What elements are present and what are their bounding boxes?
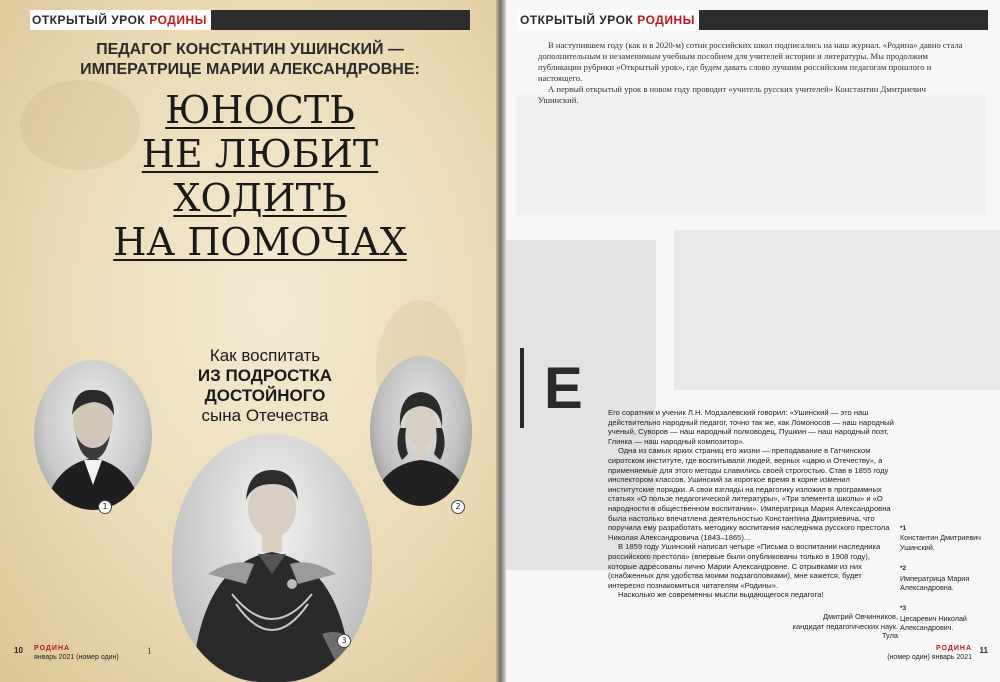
portrait-ushinsky [34, 360, 152, 510]
portrait-maria-alexandrovna [370, 356, 472, 506]
page-number: 10 [14, 646, 23, 655]
caption-item: *1 Константин Дмитриевич Ушинский. [900, 525, 981, 552]
show-through-text-area [516, 95, 986, 215]
small-mark: 1 [147, 646, 152, 656]
rubric-bar [211, 10, 470, 30]
figure-captions [900, 524, 990, 645]
caption-item: *2 Императрица Мария Александровна. [900, 565, 970, 593]
dropcap-letter: Е [544, 356, 583, 421]
rubric-accent: РОДИНЫ [637, 13, 695, 27]
article-headline: ЮНОСТЬ НЕ ЛЮБИТ ХОДИТЬ НА ПОМОЧАХ [113, 88, 407, 264]
caption-item: *3 Цесаревич Николай Александрович. [900, 605, 967, 633]
rubric-header-left [30, 10, 470, 30]
left-page [0, 0, 496, 682]
article-lead: Как воспитать ИЗ ПОДРОСТКА ДОСТОЙНОГО сына Отечества [197, 346, 333, 425]
rubric-accent: РОДИНЫ [149, 13, 207, 27]
magazine-name: РОДИНА [34, 645, 71, 652]
magazine-footer [34, 644, 119, 662]
magazine-name: РОДИНА [935, 645, 972, 652]
editorial-intro: В наступившем году (как и в 2020-м) сотни российских школ подписались на наш журнал. «Родина» давно стала дополнительным и незаменимым учебным пособием для учителей истории и литературы. Мы продолжим публикации рубрики «Открытый урок», где будем давать слово лучшим российским педагогам прошлого и настоящего. А первый открытый урок в новом году проводит «учитель русских учителей» Константин Дмитриевич Ушинский. [538, 40, 963, 105]
rubric-bar [699, 10, 988, 30]
show-through-image-area [674, 230, 1000, 390]
figure-number: 3 [337, 634, 351, 648]
figure-number: 1 [98, 500, 112, 514]
dropcap-rule [520, 348, 524, 428]
magazine-issue: (номер один) январь 2021 [887, 654, 972, 661]
rubric-label: ОТКРЫТЫЙ УРОК [32, 13, 146, 27]
article-subtitle: ПЕДАГОГ КОНСТАНТИН УШИНСКИЙ — ИМПЕРАТРИЦЕ МАРИИ АЛЕКСАНДРОВНЕ: [80, 41, 420, 78]
author-signature: Дмитрий Овчинников, кандидат педагогических наук. Тула [792, 612, 898, 641]
figure-number: 2 [451, 500, 465, 514]
right-page [506, 0, 1000, 682]
magazine-footer [887, 644, 972, 662]
rubric-header-right [518, 10, 988, 30]
page-spine [496, 0, 506, 682]
page-number: 11 [979, 646, 988, 655]
rubric-label: ОТКРЫТЫЙ УРОК [520, 13, 634, 27]
article-body: Его соратник и ученик Л.Н. Модзалевский говорил: «Ушинский — это наш действительно народный педагог, точно так же, как Ломоносов — наш народный ученый, Суворов — наш народный полководец, Пушкин — наш народный поэт, Глинка — наш народный композитор». Одна из самых ярких страниц его жизни — преподавание в Гатчинском сиротском институте, где воспитывали людей, верных «царю и Отечеству», а применяемые для этого методы славились своей строгостью. Став в 1855 году инспектором классов, Ушинский за короткое время в корне изменил институтские порядки. А свои взгляды на педагогику изложил в программных статьях «О пользе педагогической литературы», «Три элемента школы» и «О народности в общественном воспитании». Императрица Мария Александровна была настолько впечатлена деятельностью Константина Дмитриевича, что поручила ему разработать методику воспитания наследника русского престола Николая Александровича (1843–1865)... В 1859 году Ушинский написал четыре «Письма о воспитании наследника российского престола» (впервые были опубликованы только в 1908 году), которые адресованы лично Марии Александровне. С отрывками из них (снабженных для удобства моими подзаголовками), мне кажется, будет интересно познакомиться читателям «Родины». Насколько же современны мысли выдающегося педагога! [608, 408, 894, 600]
magazine-issue: январь 2021 (номер один) [34, 654, 119, 661]
